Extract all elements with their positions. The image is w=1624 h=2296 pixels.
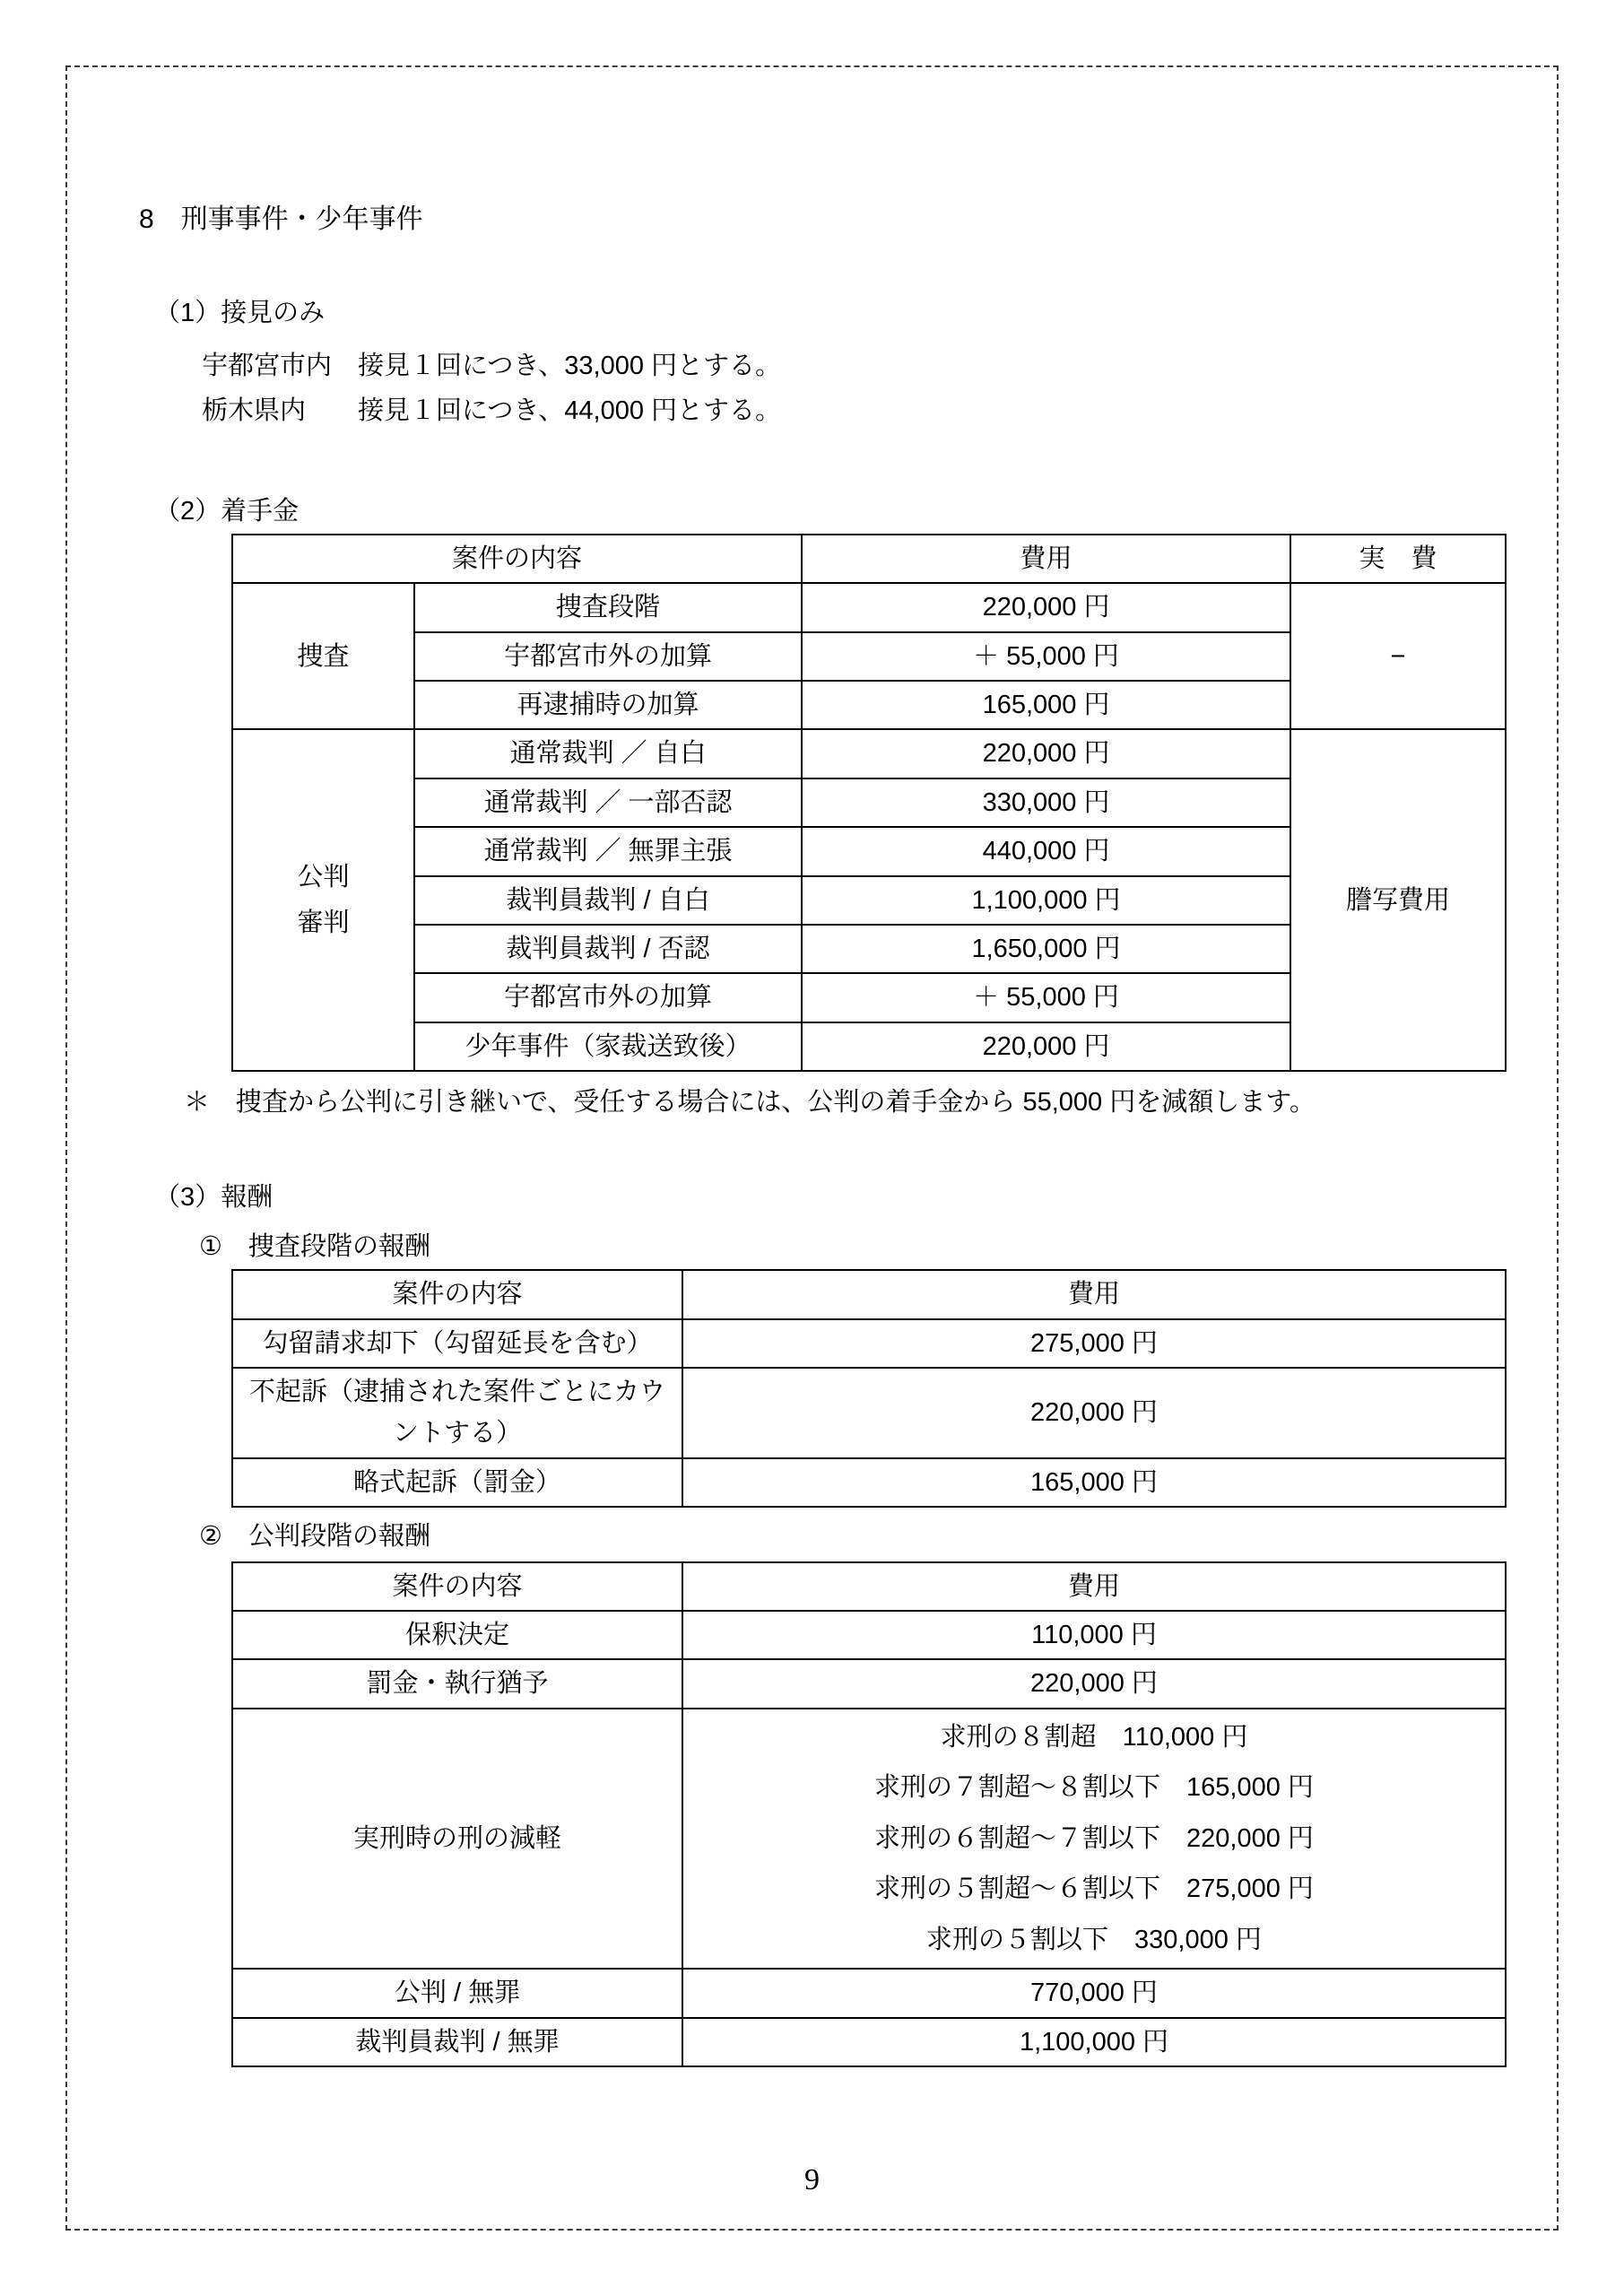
fee-tier-line: 求刑の６割超～７割以下 220,000 円 bbox=[874, 1823, 1314, 1853]
case-cell: 実刑時の刑の減軽 bbox=[232, 1709, 682, 1970]
case-cell: 宇都宮市外の加算 bbox=[414, 632, 802, 681]
fee-tier-line: 求刑の５割超～６割以下 275,000 円 bbox=[874, 1874, 1314, 1904]
fee-cell: 220,000 円 bbox=[802, 583, 1290, 631]
section3-sub1-heading: ① 捜査段階の報酬 bbox=[199, 1231, 430, 1261]
table-row bbox=[232, 1969, 1506, 2017]
case-cell: 不起訴（逮捕された案件ごとにカウントする） bbox=[232, 1368, 682, 1458]
expense-cell: 謄写費用 bbox=[1290, 729, 1506, 1071]
expense-cell: − bbox=[1290, 583, 1506, 729]
case-cell: 裁判員裁判 / 自白 bbox=[414, 876, 802, 925]
table-row bbox=[232, 583, 1506, 631]
fee-cell-sentence-reduction bbox=[682, 1709, 1506, 1970]
table-row bbox=[232, 1458, 1506, 1507]
retainer-fee-table bbox=[231, 534, 1507, 1072]
table-row bbox=[232, 1659, 1506, 1708]
case-cell: 通常裁判 ／ 無罪主張 bbox=[414, 827, 802, 875]
section1-line-tochigi: 栃木県内 接見１回につき、44,000 円とする。 bbox=[202, 396, 782, 426]
fee-cell: 220,000 円 bbox=[802, 1022, 1290, 1071]
page-number: 9 bbox=[804, 2163, 820, 2196]
table-row bbox=[232, 729, 1506, 778]
case-cell: 宇都宮市外の加算 bbox=[414, 973, 802, 1022]
page-title: 8 刑事事件・少年事件 bbox=[139, 204, 423, 234]
case-cell: 通常裁判 ／ 一部否認 bbox=[414, 778, 802, 827]
fee-cell: 1,650,000 円 bbox=[802, 925, 1290, 973]
section1-line-utsunomiya: 宇都宮市内 接見１回につき、33,000 円とする。 bbox=[202, 351, 782, 380]
fee-tier-line: 求刑の８割超 110,000 円 bbox=[940, 1722, 1248, 1752]
table-row bbox=[232, 1611, 1506, 1659]
fee-cell: 770,000 円 bbox=[682, 1969, 1506, 2017]
investigation-reward-table bbox=[231, 1269, 1507, 1508]
header-expense: 実 費 bbox=[1290, 535, 1506, 583]
fee-cell: ＋ 55,000 円 bbox=[802, 973, 1290, 1022]
fee-cell: 275,000 円 bbox=[682, 1319, 1506, 1368]
case-cell: 勾留請求却下（勾留延長を含む） bbox=[232, 1319, 682, 1368]
case-cell: 通常裁判 ／ 自白 bbox=[414, 729, 802, 778]
fee-tier-line: 求刑の５割以下 330,000 円 bbox=[926, 1925, 1262, 1954]
case-cell: 略式起訴（罰金） bbox=[232, 1458, 682, 1507]
header-case: 案件の内容 bbox=[232, 1270, 682, 1318]
fee-cell: 165,000 円 bbox=[802, 681, 1290, 729]
table-header-row bbox=[232, 1562, 1506, 1611]
fee-cell: 330,000 円 bbox=[802, 778, 1290, 827]
group-cell-sosa: 捜査 bbox=[232, 583, 414, 729]
retainer-fee-note: ＊ 捜査から公判に引き継いで、受任する場合には、公判の着手金から 55,000 円を減額します。 bbox=[184, 1088, 1316, 1118]
fee-cell: 110,000 円 bbox=[682, 1611, 1506, 1659]
fee-tier-line: 求刑の７割超～８割以下 165,000 円 bbox=[874, 1773, 1314, 1803]
case-cell: 裁判員裁判 / 否認 bbox=[414, 925, 802, 973]
table-header-row bbox=[232, 1270, 1506, 1318]
table-row bbox=[232, 1319, 1506, 1368]
group-cell-kohan-shinpan bbox=[232, 729, 414, 1071]
section3-heading: （3）報酬 bbox=[154, 1182, 274, 1212]
case-cell: 捜査段階 bbox=[414, 583, 802, 631]
fee-cell: 220,000 円 bbox=[682, 1659, 1506, 1708]
case-cell: 公判 / 無罪 bbox=[232, 1969, 682, 2017]
fee-cell: 1,100,000 円 bbox=[682, 2018, 1506, 2066]
header-fee: 費用 bbox=[682, 1270, 1506, 1318]
fee-cell: 1,100,000 円 bbox=[802, 876, 1290, 925]
group-label-line: 公判 bbox=[297, 863, 350, 892]
section3-sub2-heading: ② 公判段階の報酬 bbox=[199, 1522, 430, 1552]
table-row bbox=[232, 2018, 1506, 2066]
header-fee: 費用 bbox=[802, 535, 1290, 583]
table-row bbox=[232, 1368, 1506, 1458]
group-label-line: 審判 bbox=[297, 908, 350, 937]
fee-cell: ＋ 55,000 円 bbox=[802, 632, 1290, 681]
header-case: 案件の内容 bbox=[232, 1562, 682, 1611]
table-row bbox=[232, 1709, 1506, 1970]
case-cell: 裁判員裁判 / 無罪 bbox=[232, 2018, 682, 2066]
case-cell: 罰金・執行猶予 bbox=[232, 1659, 682, 1708]
header-case: 案件の内容 bbox=[232, 535, 802, 583]
header-fee: 費用 bbox=[682, 1562, 1506, 1611]
fee-cell: 165,000 円 bbox=[682, 1458, 1506, 1507]
section2-heading: （2）着手金 bbox=[154, 496, 300, 526]
case-cell: 少年事件（家裁送致後） bbox=[414, 1022, 802, 1071]
trial-reward-table bbox=[231, 1561, 1507, 2068]
case-cell: 再逮捕時の加算 bbox=[414, 681, 802, 729]
fee-cell: 220,000 円 bbox=[802, 729, 1290, 778]
table-header-row bbox=[232, 535, 1506, 583]
case-cell: 保釈決定 bbox=[232, 1611, 682, 1659]
fee-cell: 440,000 円 bbox=[802, 827, 1290, 875]
section1-heading: （1）接見のみ bbox=[154, 298, 326, 327]
fee-cell: 220,000 円 bbox=[682, 1368, 1506, 1458]
